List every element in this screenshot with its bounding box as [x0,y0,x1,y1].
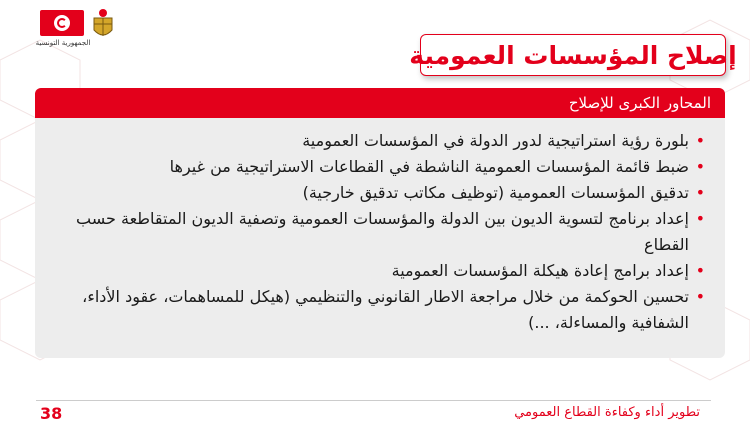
list-item: • تحسين الحوكمة من خلال مراجعة الاطار القانوني والتنظيمي (هيكل للمساهمات، عقود الأداء، الشفافية والمساءلة، ...) [51,284,705,336]
list-item: • بلورة رؤية استراتيجية لدور الدولة في المؤسسات العمومية [51,128,705,154]
bullet-dot-icon: • [695,131,705,150]
slide-title: إصلاح المؤسسات العمومية [409,40,737,70]
list-item: • إعداد برنامج لتسوية الديون بين الدولة والمؤسسات العمومية وتصفية الديون المتقاطعة حسب القطاع [51,206,705,258]
coat-of-arms-icon [92,8,114,40]
bullet-dot-icon: • [695,261,705,280]
slide-title-box [409,34,737,76]
bullet-dot-icon: • [695,287,705,306]
footer-text: تطوير أداء وكفاءة القطاع العمومي [514,405,700,420]
header-logos [28,8,118,50]
page-number: 38 [40,404,63,423]
content-panel [35,88,725,358]
footer-divider [36,400,711,401]
bullet-list [35,118,725,336]
bullet-dot-icon: • [695,209,705,228]
bullet-dot-icon: • [695,183,705,202]
list-item: • ضبط قائمة المؤسسات العمومية الناشطة في القطاعات الاستراتيجية من غيرها [51,154,705,180]
section-header-text: المحاور الكبرى للإصلاح [568,94,711,112]
list-item: • تدقيق المؤسسات العمومية (توظيف مكاتب تدقيق خارجية) [51,180,705,206]
bullet-dot-icon: • [695,157,705,176]
list-item: • إعداد برامج إعادة هيكلة المؤسسات العمومية [51,258,705,284]
section-header [35,88,725,118]
republic-label: الجمهورية التونسية [35,39,91,47]
tunisia-flag-icon [40,10,84,36]
